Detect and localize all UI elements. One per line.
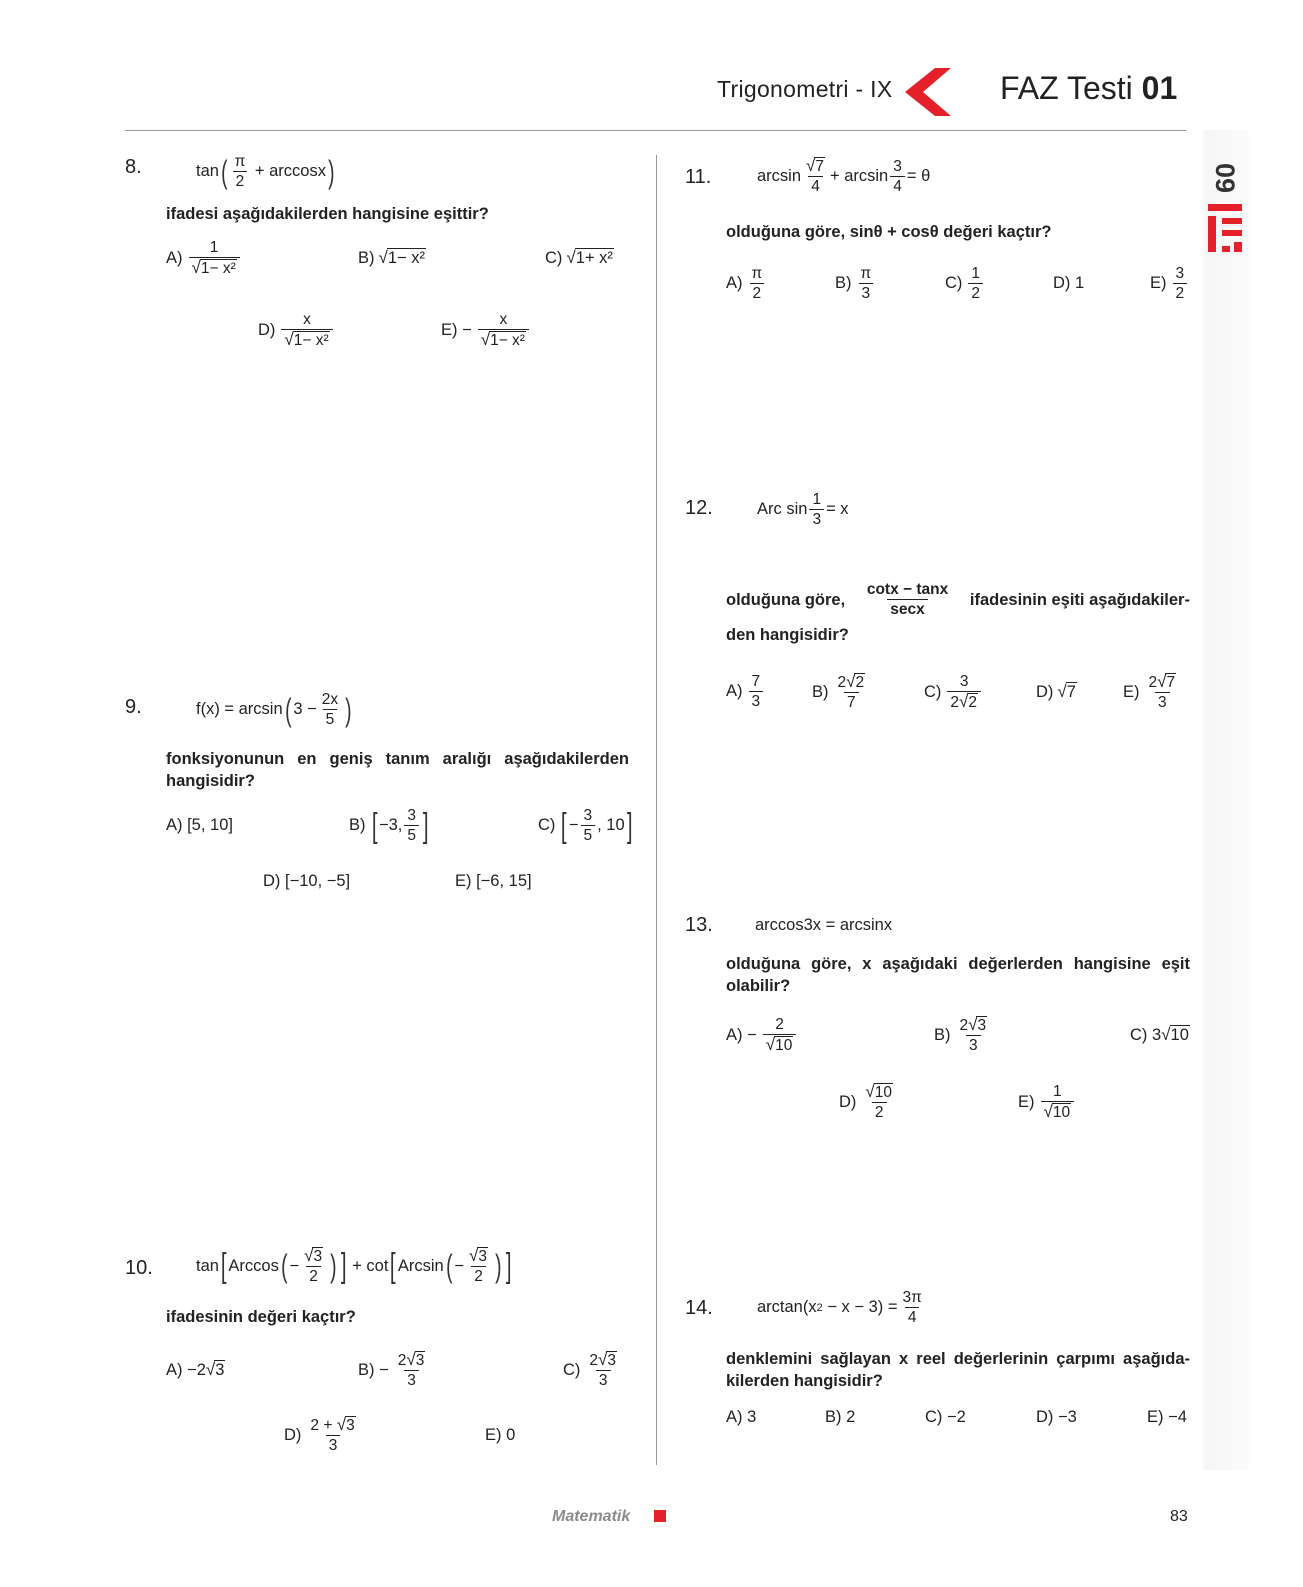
question-9-option-c[interactable]: C) [ − $\frac{3}{5}$ , 10 ] [538, 806, 633, 845]
question-14-number: 14. [685, 1297, 713, 1319]
question-12-option-b[interactable]: B) $\frac{2√2}{7}$ [812, 672, 865, 711]
question-8-option-a[interactable]: A) $\frac{1}{\text{√1− x²}}$ [166, 238, 242, 278]
question-14-option-c[interactable]: C) −2 [925, 1408, 966, 1426]
question-10-option-a[interactable]: A) −2 √3 [166, 1360, 225, 1379]
question-14-option-b[interactable]: B) 2 [825, 1408, 856, 1426]
question-12-stem-cont: den hangisidir? [726, 626, 849, 644]
page-number: 83 [1170, 1508, 1188, 1525]
question-9-option-e[interactable]: E) [−6, 15] [455, 872, 532, 890]
side-tab [1203, 130, 1249, 1470]
question-11-option-e[interactable]: E) $\frac{3}{2}$ [1150, 264, 1189, 303]
question-8-expression: tan( $\frac{\pi}{2}$ + arccosx) [196, 153, 335, 190]
question-12-option-e[interactable]: E) $\frac{2√7}{3}$ [1123, 672, 1176, 711]
question-10-option-b[interactable]: B) − $\frac{2√3}{3}$ [358, 1350, 425, 1389]
question-14-expression: arctan(x 2 − x − 3) = $\frac{3\pi}{4}$ [757, 1289, 922, 1326]
faz-prefix: FAZ Testi [1000, 70, 1133, 106]
header-topic: Trigonometri - IX [717, 76, 893, 102]
question-13-expression: arccos3x = arcsinx [755, 916, 893, 934]
question-10-option-c[interactable]: C) $\frac{2√3}{3}$ [563, 1350, 617, 1389]
question-8-option-b[interactable]: B) √1− x² [358, 248, 425, 267]
question-9-option-b[interactable]: B) [ −3, $\frac{3}{5}$ ] [349, 806, 429, 845]
question-12-expression: Arc sin $\frac{1}{3}$ = x [757, 491, 849, 528]
question-8-option-d[interactable]: D) $\frac{x}{\text{√1− x²}}$ [258, 310, 335, 350]
question-14-option-d[interactable]: D) −3 [1036, 1408, 1077, 1426]
question-10-stem: ifadesinin değeri kaçtır? [166, 1308, 356, 1326]
column-divider [656, 155, 657, 1465]
faz-test-title [1000, 70, 1177, 107]
question-9-stem: fonksiyonunun en geniş tanım aralığı aşağıdakilerden hangisidir? [166, 750, 629, 790]
question-11-expression: arcsin $\frac{√7}{4}$ + arcsin $\frac{3}{4}$ = θ [757, 156, 931, 195]
question-10-option-d[interactable]: D) $\frac{2 + √3}{3}$ [284, 1415, 355, 1454]
question-9-number: 9. [125, 696, 142, 718]
question-11-option-a[interactable]: A) $\frac{\pi}{2}$ [726, 265, 763, 302]
question-11-option-c[interactable]: C) $\frac{1}{2}$ [945, 264, 985, 303]
chevron-left-icon [905, 68, 951, 116]
question-13-option-e[interactable]: E) $\frac{1}{√10}$ [1018, 1082, 1076, 1122]
question-11-option-d[interactable]: D) 1 [1053, 274, 1085, 292]
header-divider [125, 130, 1186, 131]
question-10-option-e[interactable]: E) 0 [485, 1426, 516, 1444]
question-13-option-d[interactable]: D) $\frac{√10}{2}$ [839, 1082, 893, 1121]
question-12-option-c[interactable]: C) $\frac{3}{2√2}$ [924, 672, 983, 712]
fg-logo-icon [1208, 204, 1242, 252]
question-14-option-a[interactable]: A) 3 [726, 1408, 757, 1426]
question-8-option-c[interactable]: C) √1+ x² [545, 248, 613, 267]
question-11-option-b[interactable]: B) $\frac{\pi}{3}$ [835, 265, 872, 302]
question-9-expression: f(x) = arcsin ( 3 − $\frac{2x}{5}$ ) [196, 691, 352, 728]
question-13-option-a[interactable]: A) − $\frac{2}{√10}$ [726, 1015, 798, 1055]
question-10-number: 10. [125, 1257, 153, 1279]
side-tab-number: 09 [1210, 162, 1240, 194]
question-14-option-e[interactable]: E) −4 [1147, 1408, 1187, 1426]
question-9-option-d[interactable]: D) [−10, −5] [263, 872, 351, 890]
question-11-number: 11. [685, 166, 712, 188]
question-13-number: 13. [685, 914, 713, 936]
question-8-stem: ifadesi aşağıdakilerden hangisine eşittir? [166, 205, 489, 223]
question-12-option-d[interactable]: D) √7 [1036, 682, 1076, 701]
question-14-stem: denklemini sağlayan x reel değerlerinin çarpımı aşağıda-kilerden hangisidir? [726, 1350, 1190, 1390]
question-8-option-e[interactable]: E) − $\frac{x}{\text{√1− x²}}$ [441, 310, 531, 350]
question-13-option-b[interactable]: B) $\frac{2√3}{3}$ [934, 1015, 987, 1054]
question-10-expression: tan [ Arccos ( − $\frac{√3}{2}$ ) ] + cot [ Arcsin ( − $\frac{√3}{2}$ ) ] [196, 1246, 512, 1285]
question-12-number: 12. [685, 497, 713, 519]
question-11-stem: olduğuna göre, sinθ + cosθ değeri kaçtır? [726, 223, 1052, 241]
faz-number: 01 [1141, 70, 1178, 106]
question-8-number: 8. [125, 156, 142, 178]
question-12-stem: olduğuna göre, $\frac{\cot x - \tan x}{\sec x}$ ifadesinin eşiti aşağıdakiler- [726, 581, 1190, 618]
question-9-option-a[interactable]: A) [5, 10] [166, 816, 233, 834]
square-icon [654, 1510, 666, 1522]
question-13-option-c[interactable]: C) 3 √10 [1130, 1025, 1189, 1044]
question-13-stem: olduğuna göre, x aşağıdaki değerlerden hangisine eşit olabilir? [726, 955, 1190, 995]
question-12-option-a[interactable]: A) $\frac{7}{3}$ [726, 672, 765, 711]
footer-subject: Matematik [552, 1508, 631, 1525]
